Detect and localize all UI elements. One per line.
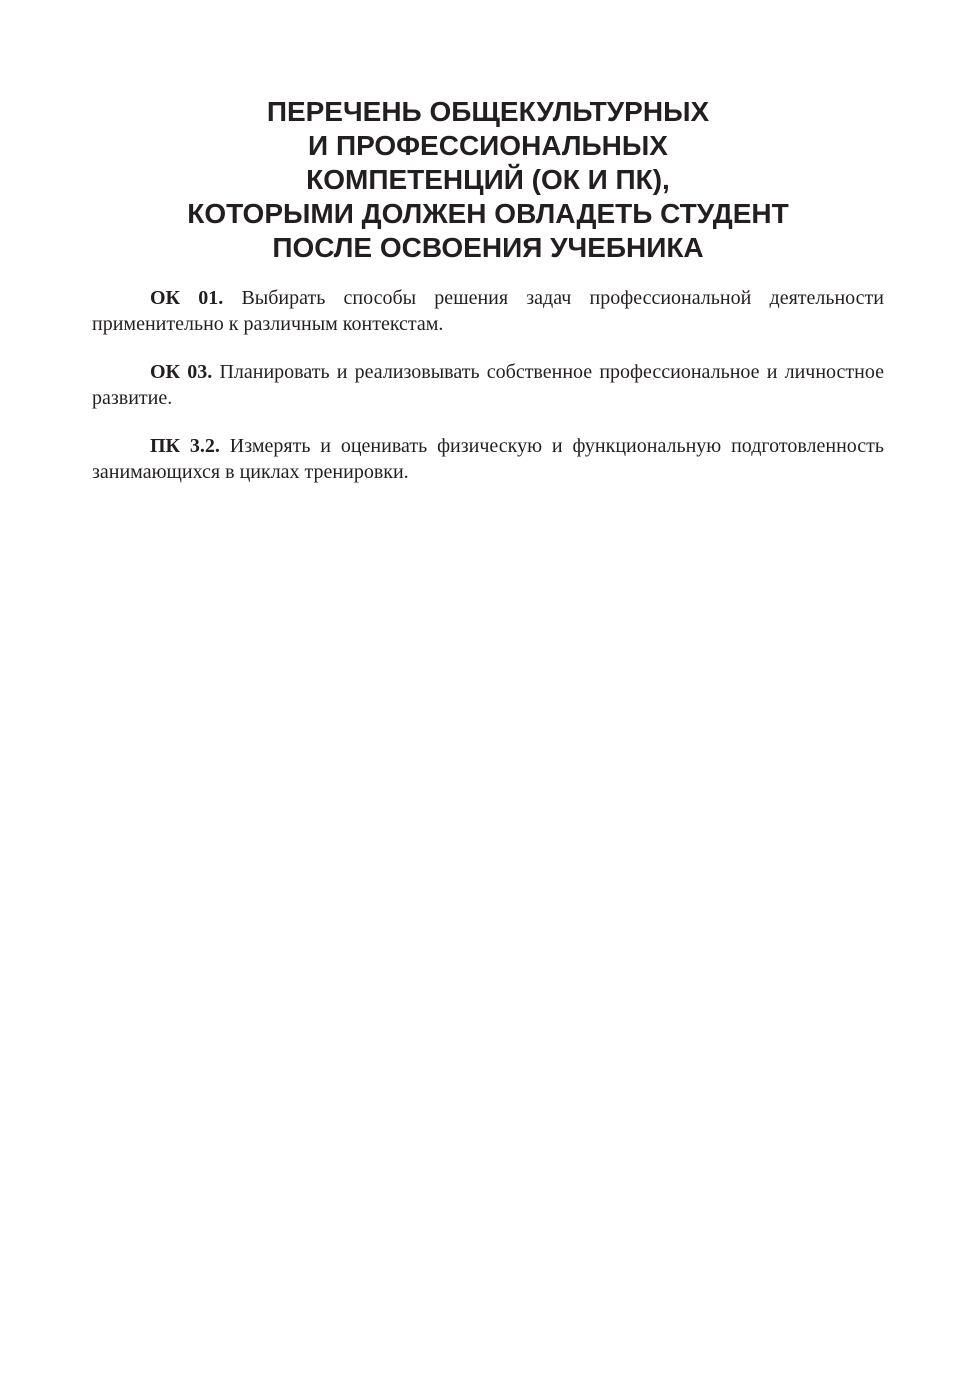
title-line-5: ПОСЛЕ ОСВОЕНИЯ УЧЕБНИКА: [272, 232, 704, 263]
competency-text: Планировать и реализовывать собственное профессиональное и личностное развитие.: [92, 361, 884, 409]
competency-code: ОК 03.: [150, 361, 213, 383]
competency-item-ok-03: [92, 359, 884, 411]
competency-code: ОК 01.: [150, 287, 224, 309]
title-line-2: И ПРОФЕССИОНАЛЬНЫХ: [308, 130, 668, 161]
competency-item-pk-3-2: [92, 433, 884, 485]
title-line-4: КОТОРЫМИ ДОЛЖЕН ОВЛАДЕТЬ СТУДЕНТ: [187, 198, 789, 229]
competency-text: Выбирать способы решения задач профессиональной деятельности применительно к различным контекстам.: [92, 287, 885, 335]
title-line-3: КОМПЕТЕНЦИЙ (ОК И ПК),: [306, 164, 670, 195]
competency-code: ПК 3.2.: [150, 435, 220, 457]
title-line-1: ПЕРЕЧЕНЬ ОБЩЕКУЛЬТУРНЫХ: [266, 96, 710, 127]
competency-item-ok-01: [92, 285, 884, 337]
page-title: [92, 95, 884, 265]
competency-list: [92, 285, 884, 507]
competency-text: Измерять и оценивать физическую и функциональную подготовленность занимающихся в циклах тренировки.: [92, 435, 885, 483]
